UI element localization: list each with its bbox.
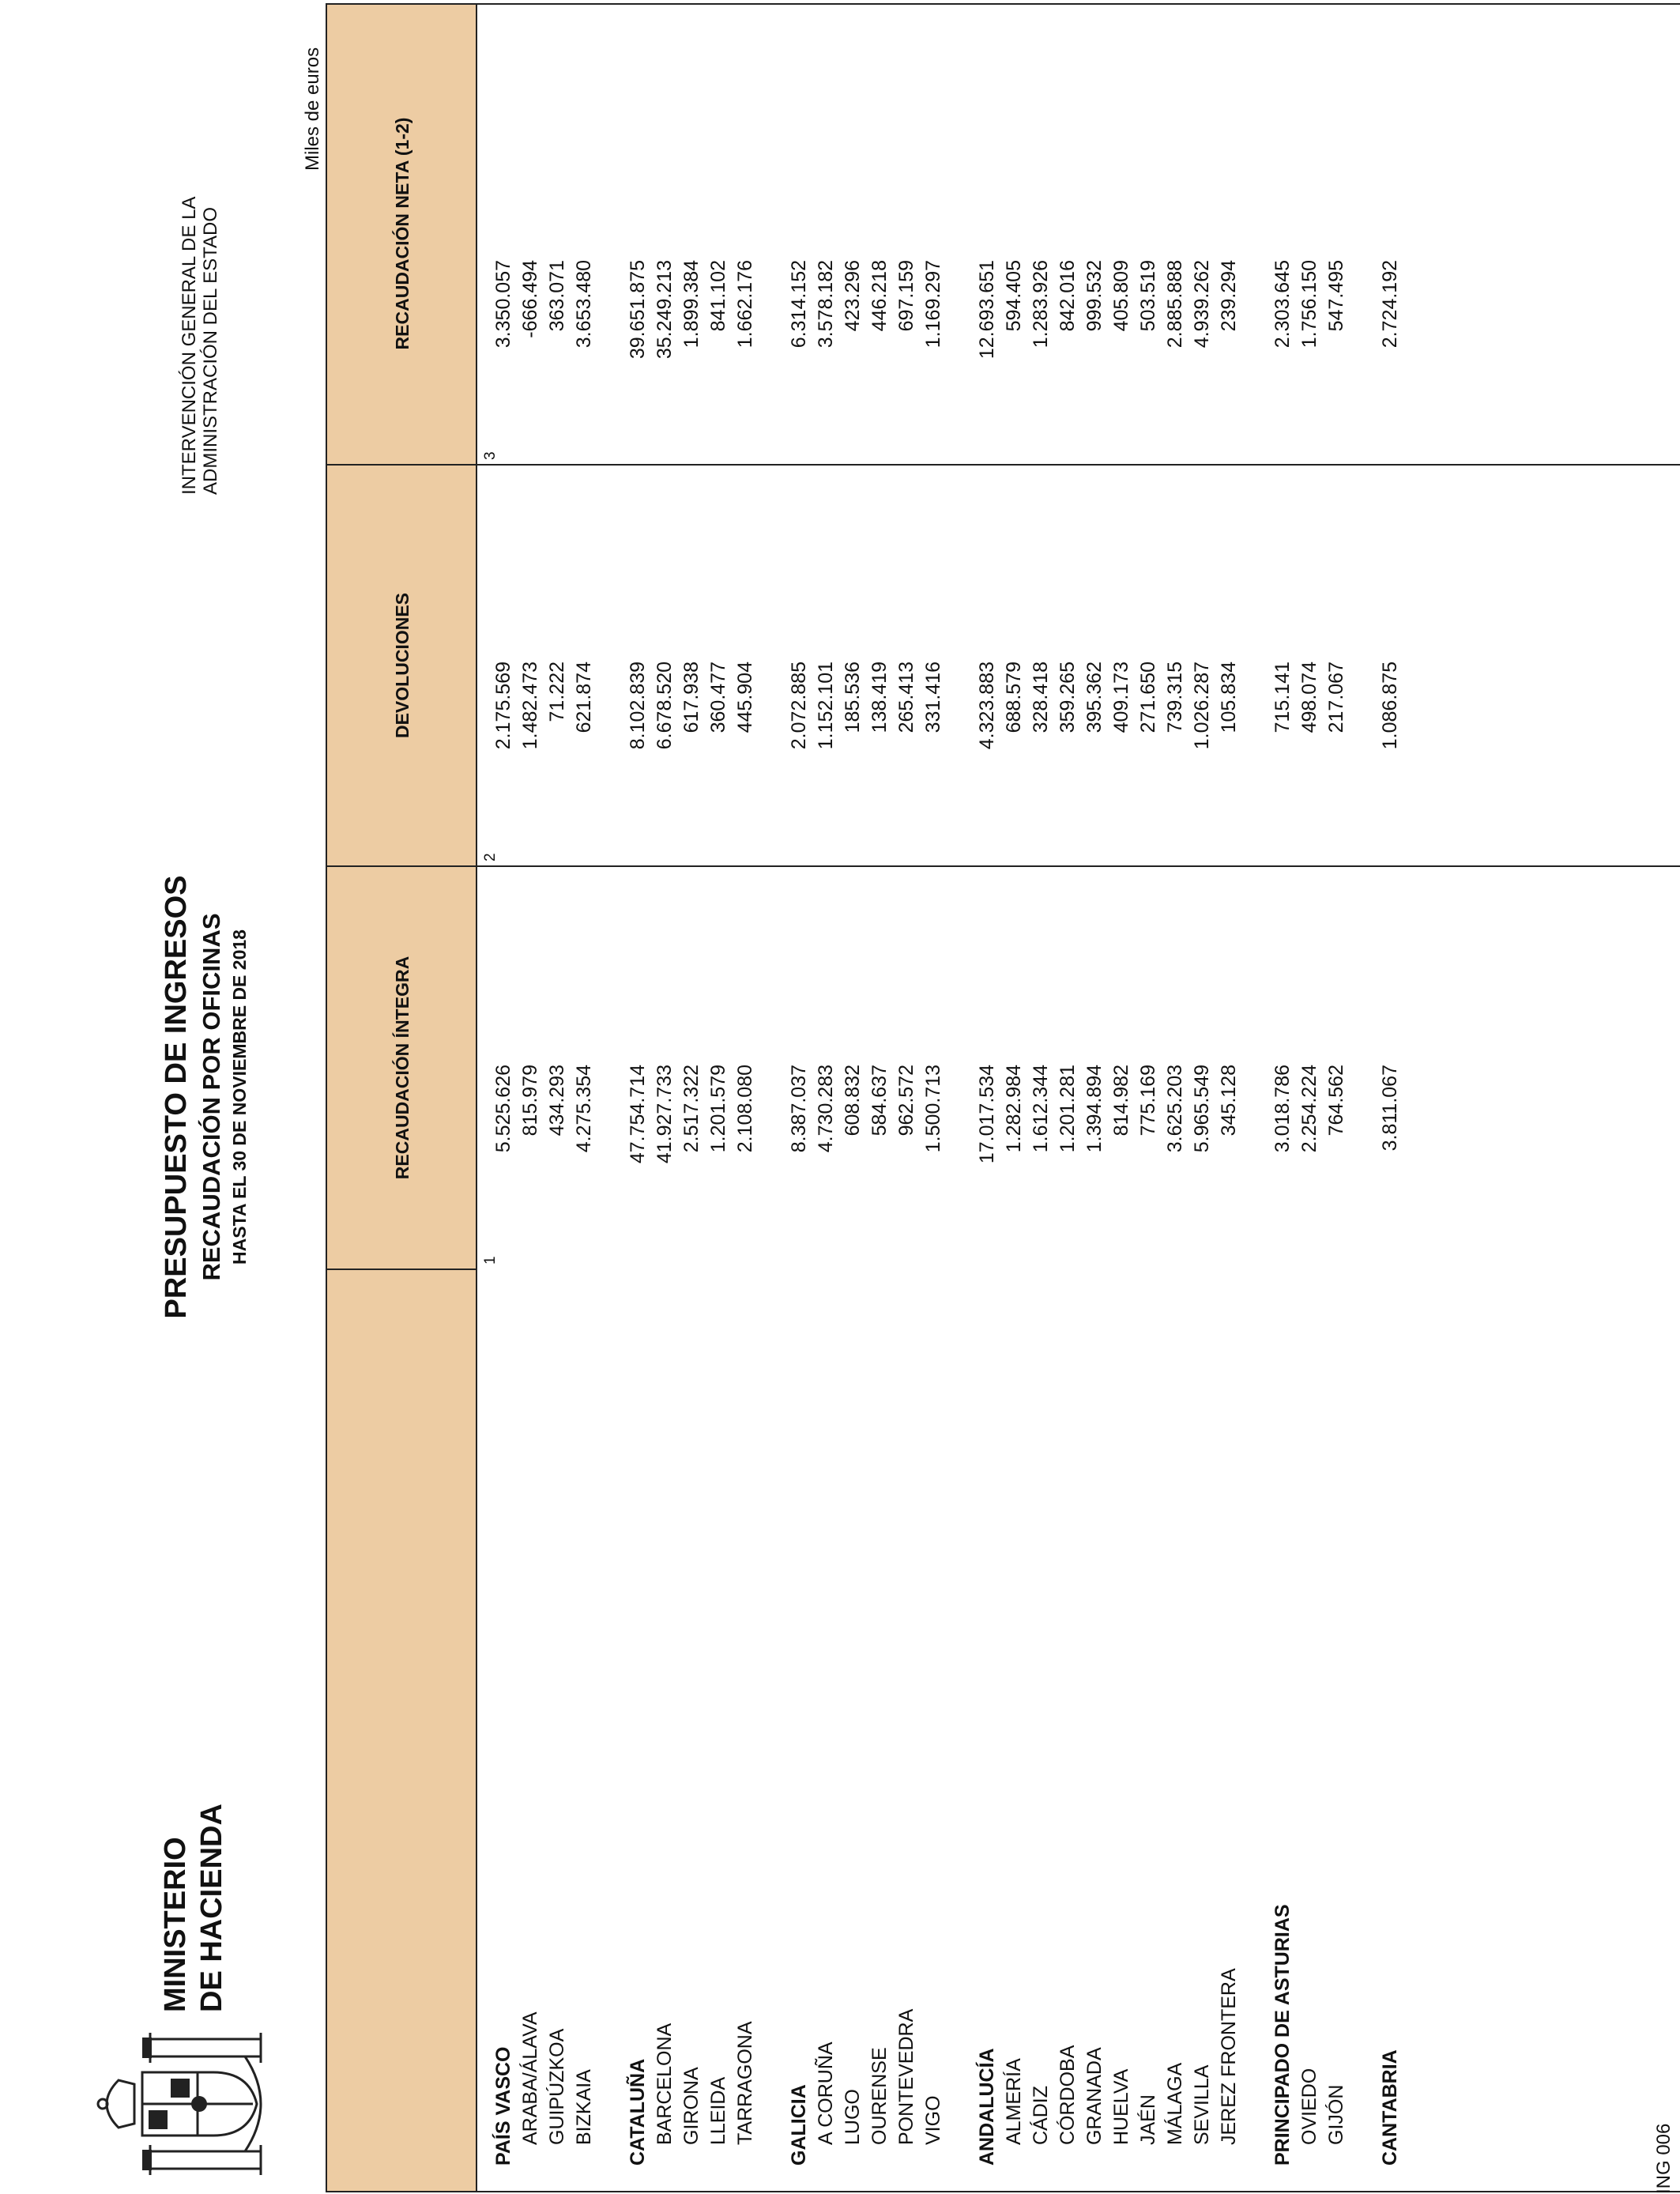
cell-integra: 1.612.344 [1030,1065,1052,1153]
row-name: BARCELONA [654,2022,676,2145]
date-line: HASTA EL 30 DE NOVIEMBRE DE 2018 [229,929,250,1265]
cell-integra: 5.965.549 [1191,1065,1213,1153]
cell-neta: 1.169.297 [922,260,944,349]
cell-devoluciones: 2.072.885 [788,662,810,750]
row-name: PONTEVEDRA [895,2008,917,2145]
cell-neta: 39.651.875 [627,260,649,360]
cell-neta: 3.350.057 [492,260,514,349]
cell-devoluciones: 328.418 [1030,662,1052,733]
cell-integra: 2.517.322 [680,1065,703,1153]
cell-integra: 5.525.626 [492,1065,514,1153]
cell-integra: 815.979 [519,1065,541,1137]
column-number: 1 [482,1256,499,1265]
units-label: Miles de euros [302,47,323,171]
row-name: JAÉN [1137,2094,1159,2145]
cell-devoluciones: 2.175.569 [492,662,514,750]
cell-neta: 999.532 [1083,260,1106,332]
table-row [651,5,678,2191]
table-row [1323,5,1350,2191]
table-row [1000,5,1027,2191]
cell-neta: 239.294 [1218,260,1240,332]
ministry-name-line2: DE HACIENDA [195,1804,228,2012]
row-name: MÁLAGA [1164,2062,1186,2145]
table-row [1027,5,1054,2191]
table-row [732,5,759,2191]
cell-devoluciones: 395.362 [1083,662,1106,733]
table-row [1135,5,1162,2191]
cell-integra: 608.832 [842,1065,864,1137]
cell-integra: 764.562 [1325,1065,1347,1137]
cell-neta: 2.303.645 [1271,260,1294,349]
cell-devoluciones: 498.074 [1298,662,1320,733]
cell-devoluciones: 71.222 [546,662,568,722]
cell-devoluciones: 1.026.287 [1191,662,1213,750]
cell-devoluciones: 6.678.520 [654,662,676,750]
row-name: LLEIDA [707,2076,729,2145]
table-row [1054,5,1081,2191]
cell-devoluciones: 445.904 [734,662,756,733]
cell-devoluciones: 265.413 [895,662,917,733]
row-name: PAÍS VASCO [492,2046,514,2166]
column-header-neta: RECAUDACIÓN NETA (1-2) [391,117,412,350]
table-row-region [624,5,651,2191]
row-name: A CORUÑA [815,2041,837,2145]
cell-devoluciones: 359.265 [1057,662,1079,733]
cell-neta: 1.662.176 [734,260,756,349]
cell-integra: 8.387.037 [788,1065,810,1153]
table-row [812,5,839,2191]
cell-neta: 503.519 [1137,260,1159,332]
table-row [920,5,947,2191]
cell-neta: 697.159 [895,260,917,332]
row-name: GUIPÚZKOA [546,2028,568,2145]
cell-devoluciones: 617.938 [680,662,703,733]
cell-integra: 1.394.894 [1083,1065,1106,1153]
cell-integra: 814.982 [1110,1065,1132,1137]
row-name: PRINCIPADO DE ASTURIAS [1271,1904,1294,2166]
cell-devoluciones: 739.315 [1164,662,1186,733]
cell-integra: 2.254.224 [1298,1065,1320,1153]
cell-devoluciones: 138.419 [868,662,891,733]
column-number: 2 [482,853,499,861]
cell-neta: 3.578.182 [815,260,837,349]
page-title: PRESUPUESTO DE INGRESOS [160,875,193,1319]
table-row [1108,5,1135,2191]
cell-integra: 434.293 [546,1065,568,1137]
row-name: GRANADA [1083,2047,1106,2145]
cell-integra: 3.811.067 [1379,1065,1401,1152]
cell-devoluciones: 1.086.875 [1379,662,1401,750]
page-subtitle: RECAUDACIÓN POR OFICINAS [198,913,225,1281]
cell-neta: 405.809 [1110,260,1132,332]
row-name: GIJÓN [1325,2084,1347,2145]
table-row [517,5,544,2191]
cell-integra: 2.108.080 [734,1065,756,1153]
cell-neta: 3.653.480 [573,260,595,349]
cell-integra: 3.018.786 [1271,1065,1294,1153]
cell-devoluciones: 185.536 [842,662,864,733]
row-name: CANTABRIA [1379,2049,1401,2166]
table-row [1215,5,1242,2191]
column-header-integra: RECAUDACIÓN ÍNTEGRA [391,956,412,1180]
cell-integra: 775.169 [1137,1065,1159,1137]
cell-neta: 1.899.384 [680,260,703,349]
cell-neta: 2.724.192 [1379,260,1401,349]
table-row-region [490,5,517,2191]
row-name: LUGO [842,2089,864,2145]
column-divider [327,1269,477,1270]
igae-line2: ADMINISTRACIÓN DEL ESTADO [200,206,221,495]
cell-devoluciones: 621.874 [573,662,595,733]
cell-devoluciones: 1.152.101 [815,662,837,750]
table-row-region [785,5,812,2191]
table-row [1162,5,1188,2191]
cell-neta: 35.249.213 [654,260,676,360]
row-name: CATALUÑA [627,2058,649,2166]
row-name: ANDALUCÍA [976,2048,998,2166]
row-name: ALMERÍA [1003,2058,1025,2145]
cell-integra: 17.017.534 [976,1065,998,1164]
cell-neta: 4.939.262 [1191,260,1213,349]
cell-neta: 2.885.888 [1164,260,1186,349]
table-row [839,5,866,2191]
cell-neta: 1.283.926 [1030,260,1052,349]
cell-integra: 1.282.984 [1003,1065,1025,1153]
revenue-table [326,3,1680,2192]
column-number: 3 [482,451,499,460]
cell-devoluciones: 4.323.883 [976,662,998,750]
ministry-name-line1: MINISTERIO [159,1837,192,2012]
row-name: CÓRDOBA [1057,2045,1079,2145]
row-name: OVIEDO [1298,2068,1320,2145]
cell-devoluciones: 715.141 [1271,662,1294,733]
cell-devoluciones: 271.650 [1137,662,1159,733]
cell-integra: 4.275.354 [573,1065,595,1153]
cell-neta: 1.756.150 [1298,260,1320,349]
table-row [678,5,705,2191]
cell-integra: 41.927.733 [654,1065,676,1164]
table-row-region [1269,5,1296,2191]
cell-devoluciones: 105.834 [1218,662,1240,733]
cell-neta: 6.314.152 [788,260,810,349]
cell-devoluciones: 217.067 [1325,662,1347,733]
cell-neta: 446.218 [868,260,891,332]
row-name: JEREZ FRONTERA [1218,1968,1240,2145]
column-header-devoluciones: DEVOLUCIONES [391,592,412,739]
cell-integra: 4.730.283 [815,1065,837,1153]
igae-line1: INTERVENCIÓN GENERAL DE LA [179,196,200,495]
table-row [571,5,597,2191]
row-name: BIZKAIA [573,2069,595,2145]
cell-neta: -666.494 [519,260,541,338]
cell-neta: 363.071 [546,260,568,332]
table-row [893,5,920,2191]
cell-integra: 962.572 [895,1065,917,1137]
cell-integra: 47.754.714 [627,1065,649,1164]
row-name: VIGO [922,2095,944,2145]
table-row [1188,5,1215,2191]
cell-neta: 423.296 [842,260,864,332]
table-row [705,5,732,2191]
cell-neta: 841.102 [707,260,729,332]
table-row-region [1377,5,1403,2191]
row-name: TARRAGONA [734,2021,756,2145]
row-name: HUELVA [1110,2068,1132,2145]
table-row [1081,5,1108,2191]
cell-devoluciones: 688.579 [1003,662,1025,733]
row-name: GIRONA [680,2067,703,2145]
cell-devoluciones: 360.477 [707,662,729,733]
cell-integra: 584.637 [868,1065,891,1137]
cell-neta: 594.405 [1003,260,1025,332]
cell-neta: 12.693.651 [976,260,998,360]
cell-devoluciones: 8.102.839 [627,662,649,750]
cell-devoluciones: 409.173 [1110,662,1132,733]
cell-neta: 547.495 [1325,260,1347,332]
cell-integra: 1.201.281 [1057,1065,1079,1153]
document-code: ING 006 [1653,2123,1674,2194]
row-name: SEVILLA [1191,2064,1213,2145]
cell-integra: 1.500.713 [922,1065,944,1153]
cell-devoluciones: 331.416 [922,662,944,733]
cell-devoluciones: 1.482.473 [519,662,541,750]
table-row-region [974,5,1000,2191]
cell-integra: 345.128 [1218,1065,1240,1137]
table-row [544,5,571,2191]
row-name: OURENSE [868,2047,891,2145]
table-row [866,5,893,2191]
row-name: GALICIA [788,2084,810,2166]
cell-neta: 842.016 [1057,260,1079,332]
row-name: ARABA/ÁLAVA [519,2011,541,2145]
table-row [1296,5,1323,2191]
row-name: CÁDIZ [1030,2086,1052,2145]
cell-integra: 1.201.579 [707,1065,729,1153]
cell-integra: 3.625.203 [1164,1065,1186,1153]
